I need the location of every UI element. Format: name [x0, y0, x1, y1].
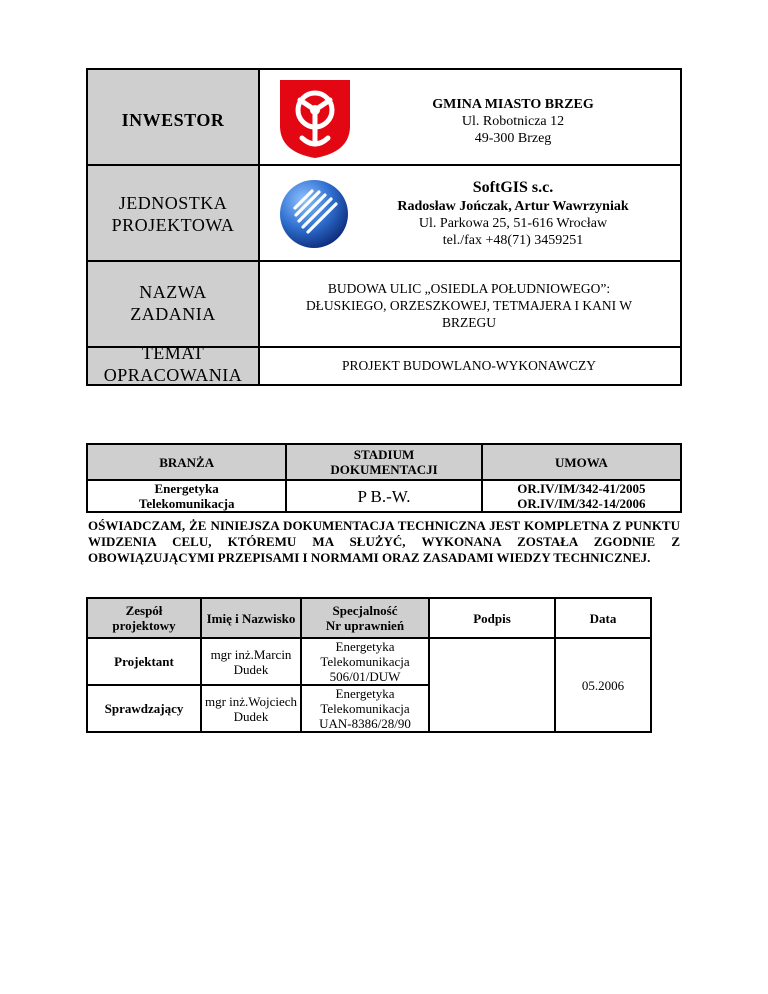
spec-row-line1: Energetyka — [335, 639, 395, 654]
topic-label-line1: TEMAT — [141, 343, 205, 363]
branch-value-row — [87, 480, 681, 512]
row-name — [201, 638, 301, 685]
investor-info — [368, 96, 658, 147]
brzeg-coat-of-arms-icon — [278, 78, 352, 160]
spec-row-line2: Telekomunikacja — [320, 654, 410, 669]
designer-label-line1: JEDNOSTKA — [118, 193, 228, 213]
task-line3: BRZEGU — [442, 315, 496, 330]
statement-text: OŚWIADCZAM, ŻE NINIEJSZA DOKUMENTACJA TECHNICZNA JEST KOMPLETNA Z PUNKTU WIDZENIA CELU, KTÓREMU MA SŁUŻYĆ, WYKONANA ZOSTAŁA ZGODNIE Z OBOWIĄZUJĄCYMI PRZEPISAMI I NORMAMI ORAZ ZASADAMI WIEDZY TECHNICZNEJ. — [88, 518, 680, 565]
branch-table — [86, 443, 682, 513]
softgis-logo-icon — [278, 178, 350, 250]
stadium-line1: STADIUM — [353, 447, 415, 462]
branch-header-branza: BRANŻA — [87, 444, 286, 480]
branch-value-stadium: P B.-W. — [286, 480, 481, 512]
row-spec — [301, 638, 429, 685]
investor-city: 49-300 Brzeg — [474, 131, 552, 146]
team-header-spec — [301, 598, 429, 638]
name-line2: Dudek — [233, 708, 269, 724]
investor-street: Ul. Robotnicza 12 — [461, 114, 565, 129]
branch-header-umowa: UMOWA — [482, 444, 681, 480]
table-row — [87, 638, 651, 685]
team-header-name: Imię i Nazwisko — [201, 598, 301, 638]
task-label-line2: ZADANIA — [130, 304, 216, 324]
topic-label-line2: OPRACOWANIA — [103, 365, 243, 385]
branch-value-umowa — [482, 480, 681, 512]
stadium-line2: DOKUMENTACJI — [330, 462, 438, 477]
branch-header-stadium — [286, 444, 481, 480]
topic-value: PROJEKT BUDOWLANO-WYKONAWCZY — [341, 358, 597, 373]
row-role: Sprawdzający — [87, 685, 201, 732]
designer-row — [88, 166, 680, 262]
team-line2: projektowy — [112, 618, 176, 633]
date-cell: 05.2006 — [555, 638, 651, 732]
row-role: Projektant — [87, 638, 201, 685]
row-name — [201, 685, 301, 732]
branch-value-branza — [87, 480, 286, 512]
task-line1: BUDOWA ULIC „OSIEDLA POŁUDNIOWEGO”: — [327, 281, 611, 296]
branch-header-row — [87, 444, 681, 480]
spec-line1: Specjalność — [332, 603, 398, 618]
team-header-date: Data — [555, 598, 651, 638]
team-line1: Zespół — [125, 603, 163, 618]
name-line2: Dudek — [233, 661, 269, 677]
designer-address: Ul. Parkowa 25, 51-616 Wrocław — [418, 216, 608, 231]
name-line1: mgr inż.Marcin — [210, 646, 292, 662]
signature-cell — [429, 638, 555, 732]
investor-name: GMINA MIASTO BRZEG — [432, 97, 594, 112]
task-row — [88, 262, 680, 348]
designer-label-line2: PROJEKTOWA — [111, 215, 235, 235]
name-line1: mgr inż.Wojciech — [204, 693, 298, 709]
branza-line2: Telekomunikacja — [138, 496, 235, 511]
task-value — [264, 280, 674, 331]
spec-line2: Nr uprawnień — [325, 618, 405, 633]
team-header-row — [87, 598, 651, 638]
team-header-team — [87, 598, 201, 638]
spec-row-line2: Telekomunikacja — [320, 701, 410, 716]
task-label — [88, 281, 258, 325]
designer-company: SoftGIS s.c. — [472, 179, 554, 196]
umowa-line2: OR.IV/IM/342-14/2006 — [517, 496, 646, 511]
designer-owners: Radosław Jończak, Artur Wawrzyniak — [397, 199, 629, 214]
branza-line1: Energetyka — [154, 481, 219, 496]
spec-row-line3: UAN-8386/28/90 — [319, 716, 411, 731]
spec-row-line3: 506/01/DUW — [329, 669, 401, 684]
topic-row — [88, 343, 680, 385]
topic-label — [88, 342, 258, 386]
designer-info — [368, 178, 658, 249]
task-line2: DŁUSKIEGO, ORZESZKOWEJ, TETMAJERA I KANI W — [305, 298, 633, 313]
designer-phone: tel./fax +48(71) 3459251 — [442, 233, 584, 248]
umowa-line1: OR.IV/IM/342-41/2005 — [517, 481, 646, 496]
investor-label: INWESTOR — [121, 110, 225, 130]
designer-label — [88, 192, 258, 236]
row-spec — [301, 685, 429, 732]
task-label-line1: NAZWA — [139, 282, 207, 302]
team-header-sign: Podpis — [429, 598, 555, 638]
header-block — [86, 68, 682, 386]
team-table — [86, 597, 652, 733]
investor-row — [88, 70, 680, 166]
spec-row-line1: Energetyka — [335, 686, 395, 701]
